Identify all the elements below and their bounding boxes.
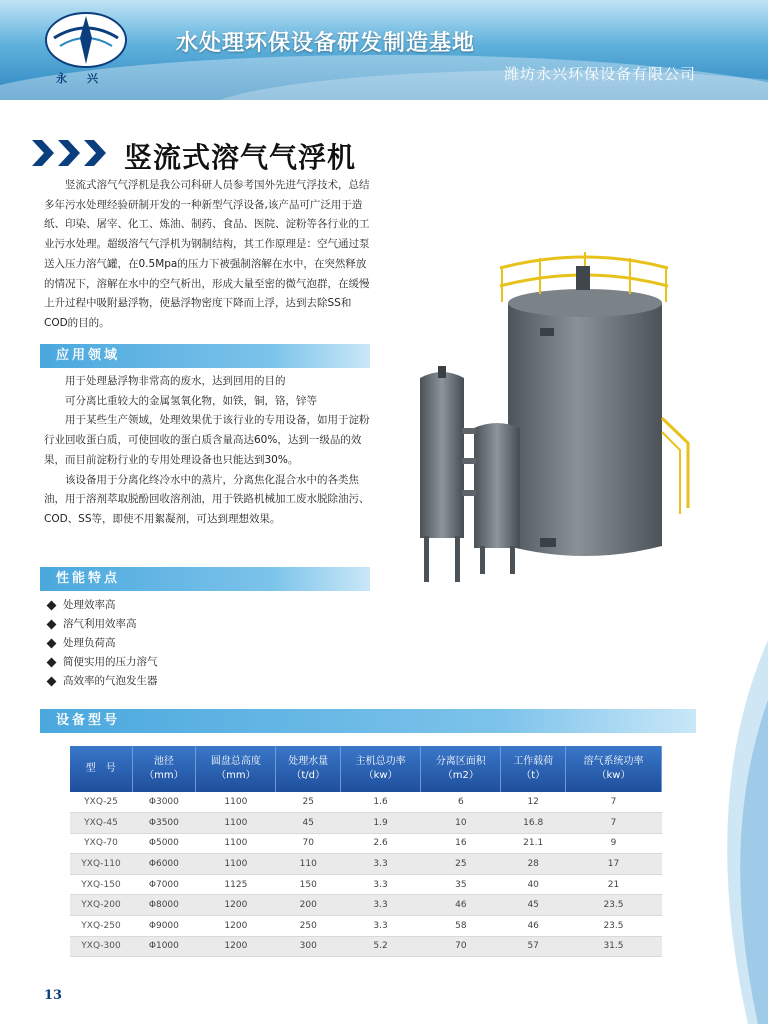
table-cell: 31.5 (565, 936, 661, 957)
column-header: 处理水量 （t/d） (276, 746, 341, 792)
table-cell: 5.2 (340, 936, 420, 957)
intro-paragraph: 竖流式溶气气浮机是我公司科研人员参考国外先进气浮技术，总结多年污水处理经验研制开发的一种新型气浮设备,该产品可广泛用于造纸、印染、屠宰、化工、炼油、制药、食品、医院、淀粉等各行业的工业污水处理。超级溶气气浮机为钢制结构，其工作原理是：空气通过泵送入压力溶气罐，在0.5Mpa的压力下被强制溶解在水中，在突然释放的情况下，溶解在水中的空气析出，形成大量至密的微气泡群，在缓慢上升过程中吸附悬浮物，使悬浮物密度下降而上浮，达到去除SS和COD的目的。 (44, 179, 370, 329)
diamond-bullet-icon (47, 658, 57, 668)
table-cell: 9 (565, 833, 661, 854)
table-cell: 3.3 (340, 895, 420, 916)
column-header: 溶气系统功率 （kw） (565, 746, 661, 792)
table-cell: 45 (276, 813, 341, 834)
column-header: 分离区面积 （m2） (421, 746, 501, 792)
table-row (70, 874, 662, 895)
table-cell: YXQ-200 (70, 895, 132, 916)
table-cell: 16 (421, 833, 501, 854)
table-cell: 46 (421, 895, 501, 916)
table-row (70, 895, 662, 916)
application-paragraph: 用于某些生产领域，处理效果优于该行业的专用设备，如用于淀粉行业回收蛋白质，可使回收的蛋白质含量高达60%，达到一级品的效果，而目前淀粉行业的专用处理设备也只能达到30%。 (44, 414, 370, 466)
table-cell: Φ3000 (132, 792, 196, 813)
table-cell: 21.1 (501, 833, 566, 854)
table-row (70, 936, 662, 957)
corner-decoration (658, 640, 768, 1024)
table-cell: 1200 (196, 895, 276, 916)
table-cell: 110 (276, 854, 341, 875)
table-cell: Φ7000 (132, 874, 196, 895)
features-list (48, 596, 158, 691)
feature-text: 处理负荷高 (63, 637, 116, 649)
column-header: 型 号 (70, 746, 132, 792)
table-cell: 1125 (196, 874, 276, 895)
table-row (70, 833, 662, 854)
table-cell: 21 (565, 874, 661, 895)
company-name: 潍坊永兴环保设备有限公司 (503, 65, 696, 83)
section-heading-models: 设备型号 (40, 709, 696, 733)
table-cell: YXQ-250 (70, 916, 132, 937)
flotation-machine-image (400, 228, 700, 588)
table-cell: 35 (421, 874, 501, 895)
table-row (70, 854, 662, 875)
table-cell: 200 (276, 895, 341, 916)
feature-text: 溶气利用效率高 (63, 618, 137, 630)
diamond-bullet-icon (47, 601, 57, 611)
column-header: 主机总功率 （kw） (340, 746, 420, 792)
table-cell: 40 (501, 874, 566, 895)
models-table (70, 746, 662, 957)
table-cell: 23.5 (565, 916, 661, 937)
table-cell: 12 (501, 792, 566, 813)
application-text (44, 372, 370, 530)
section-heading-features: 性能特点 (40, 567, 370, 591)
column-header: 工作载荷 （t） (501, 746, 566, 792)
table-cell: 3.3 (340, 854, 420, 875)
page-number: 13 (44, 988, 63, 1003)
table-cell: 1.6 (340, 792, 420, 813)
table-cell: 25 (276, 792, 341, 813)
section-heading-application: 应用领域 (40, 344, 370, 368)
table-row (70, 792, 662, 813)
column-header: 圆盘总高度 （mm） (196, 746, 276, 792)
list-item (48, 615, 158, 634)
table-cell: 1200 (196, 916, 276, 937)
table-cell: YXQ-45 (70, 813, 132, 834)
chevrons-icon (32, 140, 112, 166)
header-title: 水处理环保设备研发制造基地 (176, 31, 476, 56)
table-cell: 7 (565, 792, 661, 813)
table-cell: 45 (501, 895, 566, 916)
page-header (0, 0, 768, 100)
table-cell: 250 (276, 916, 341, 937)
table-cell: Φ9000 (132, 916, 196, 937)
page-title: 竖流式溶气气浮机 (124, 141, 357, 174)
table-header-row (70, 746, 662, 792)
table-cell: Φ6000 (132, 854, 196, 875)
table-cell: 23.5 (565, 895, 661, 916)
feature-text: 处理效率高 (63, 599, 116, 611)
table-cell: 1100 (196, 813, 276, 834)
logo-text: 永兴 (56, 72, 118, 85)
diamond-bullet-icon (47, 620, 57, 630)
list-item (48, 596, 158, 615)
diamond-bullet-icon (47, 677, 57, 687)
table-cell: 16.8 (501, 813, 566, 834)
application-paragraph: 用于处理悬浮物非常高的废水，达到回用的目的 (65, 375, 286, 387)
table-row (70, 916, 662, 937)
list-item (48, 653, 158, 672)
table-cell: 28 (501, 854, 566, 875)
table-cell: 1100 (196, 792, 276, 813)
table-cell: Φ8000 (132, 895, 196, 916)
diamond-bullet-icon (47, 639, 57, 649)
table-cell: 58 (421, 916, 501, 937)
table-cell: 1100 (196, 833, 276, 854)
table-cell: 25 (421, 854, 501, 875)
table-cell: YXQ-300 (70, 936, 132, 957)
table-cell: 1200 (196, 936, 276, 957)
list-item (48, 634, 158, 653)
table-cell: 1100 (196, 854, 276, 875)
application-paragraph: 该设备用于分离化终冷水中的蒸片，分离焦化混合水中的各类焦油，用于溶剂萃取脱酚回收溶剂油，用于铁路机械加工废水脱除油污、COD、SS等，即使不用絮凝剂，可达到理想效果。 (44, 473, 370, 525)
table-cell: YXQ-70 (70, 833, 132, 854)
table-cell: 2.6 (340, 833, 420, 854)
table-cell: 6 (421, 792, 501, 813)
table-cell: 10 (421, 813, 501, 834)
list-item (48, 672, 158, 691)
table-cell: 70 (276, 833, 341, 854)
table-cell: 46 (501, 916, 566, 937)
table-cell: YXQ-25 (70, 792, 132, 813)
table-cell: 7 (565, 813, 661, 834)
table-cell: Φ5000 (132, 833, 196, 854)
table-cell: YXQ-150 (70, 874, 132, 895)
table-cell: 70 (421, 936, 501, 957)
table-cell: 3.3 (340, 916, 420, 937)
table-cell: Φ1000 (132, 936, 196, 957)
feature-text: 高效率的气泡发生器 (63, 675, 158, 687)
table-cell: Φ3500 (132, 813, 196, 834)
table-row (70, 813, 662, 834)
table-cell: 1.9 (340, 813, 420, 834)
table-cell: 57 (501, 936, 566, 957)
table-cell: 150 (276, 874, 341, 895)
table-cell: 3.3 (340, 874, 420, 895)
table-body (70, 792, 662, 957)
feature-text: 简便实用的压力溶气 (63, 656, 158, 668)
application-paragraph: 可分离比重较大的金属氢氧化物，如铁，铜，铬，锌等 (65, 394, 317, 407)
table-cell: 300 (276, 936, 341, 957)
table-cell: YXQ-110 (70, 854, 132, 875)
column-header: 池径 （mm） (132, 746, 196, 792)
table-cell: 17 (565, 854, 661, 875)
